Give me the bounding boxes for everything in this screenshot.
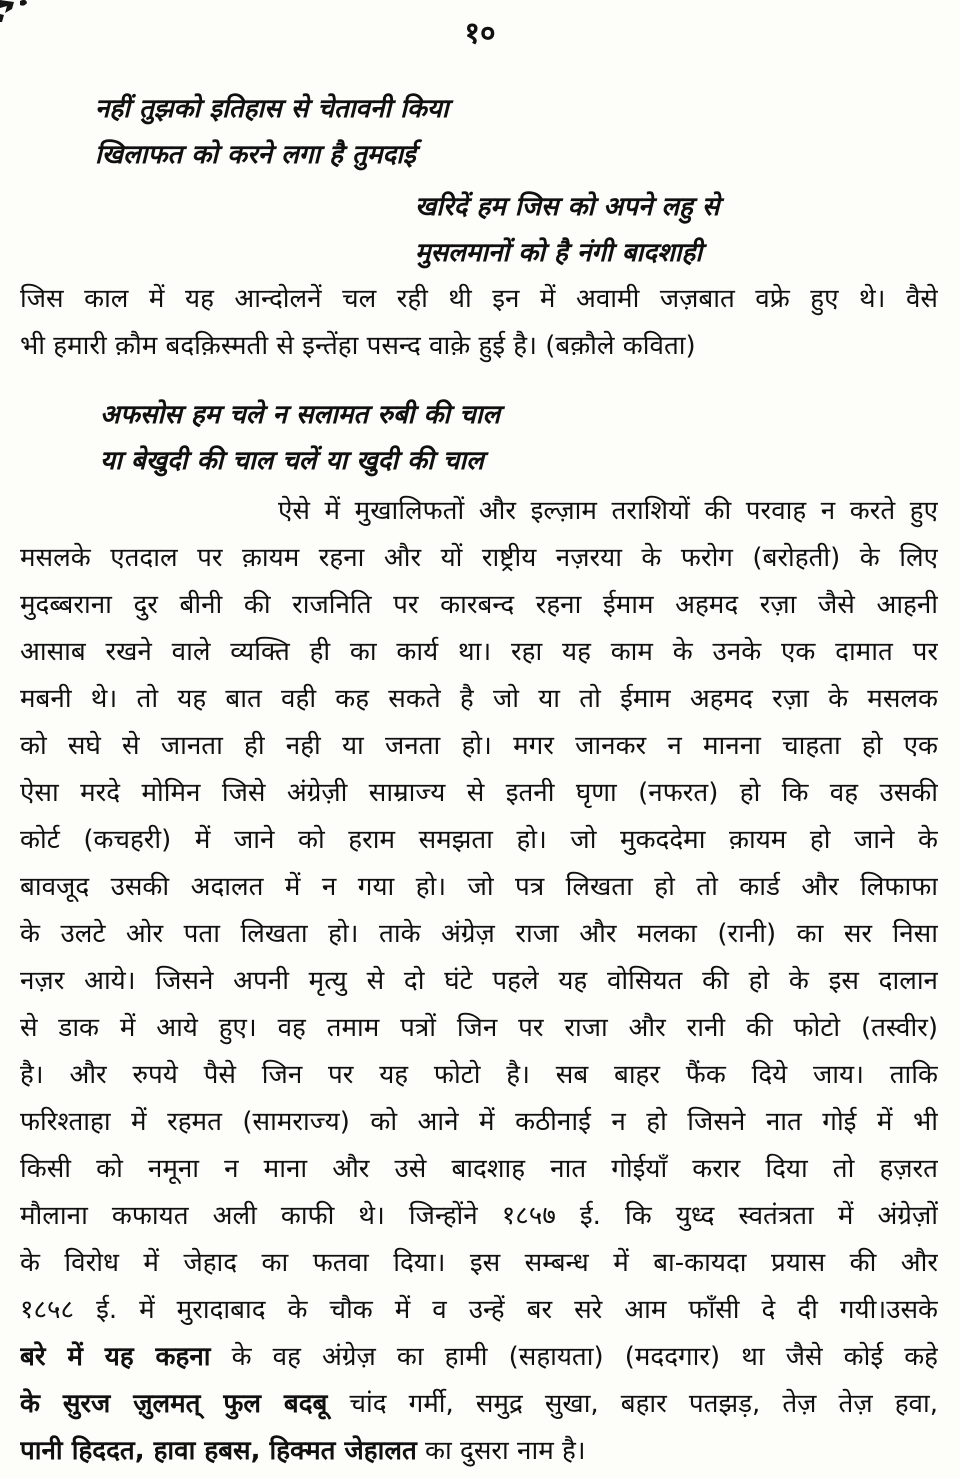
- couplet-middle: [100, 392, 960, 484]
- verse-line: मुसलमानों को है नंगी बादशाही: [415, 238, 703, 268]
- smudged-bold-text: पानी हिददत, हावा हबस, हिक्मत जेहालत: [20, 1436, 417, 1466]
- text-span: चांद गर्मी, समुद्र सुखा, बहार पतझड़, तेज़ तेज़ हवा,: [327, 1389, 938, 1419]
- text-line: को सघे से जानता ही नही या जनता हो। मगर जानकर न मानना चाहता हो एक: [20, 731, 938, 761]
- text-line: मुदब्बराना दुर बीनी की राजनिति पर कारबन्द रहना ईमाम अहमद रज़ा जैसे आहनी: [20, 590, 938, 620]
- text-line: है। और रुपये पैसे जिन पर यह फोटो है। सब बाहर फैंक दिये जाय। ताकि: [20, 1060, 938, 1090]
- verse-line: नहीं तुझको इतिहास से चेतावनी किया: [95, 94, 449, 124]
- text-line-emphasized: [20, 1381, 938, 1428]
- ink-blot-artifact: [0, 0, 70, 36]
- text-line-emphasized: [20, 1334, 938, 1381]
- text-line: के विरोध में जेहाद का फतवा दिया। इस सम्बन्ध में बा-कायदा प्रयास की और: [20, 1248, 938, 1278]
- text-line: १८५८ ई. में मुरादाबाद के चौक में व उन्हें बर सरे आम फाँसी दे दी गयी।उसके: [20, 1295, 938, 1325]
- text-line: मसलके एतदाल पर क़ायम रहना और यों राष्ट्रीय नज़रया के फरोग (बरोहती) के लिए: [20, 543, 938, 573]
- text-line: ऐसा मरदे मोमिन जिसे अंग्रेज़ी साम्राज्य से इतनी घृणा (नफरत) हो कि वह उसकी: [20, 778, 938, 808]
- text-line: नज़र आये। जिसने अपनी मृत्यु से दो घंटे पहले यह वोसियत की हो के इस दालान: [20, 966, 938, 996]
- verse-line: खिलाफत को करने लगा है तुमदाई: [95, 140, 416, 170]
- text-span: का दुसरा नाम है।: [416, 1436, 586, 1466]
- text-line: मौलाना कफायत अली काफी थे। जिन्होंने १८५७ ई. कि युध्द स्वतंत्रता में अंग्रेज़ों: [20, 1201, 938, 1231]
- paragraph-2: [20, 488, 938, 1475]
- text-line: से डाक में आये हुए। वह तमाम पत्रों जिन पर राजा और रानी की फोटो (तस्वीर): [20, 1013, 938, 1043]
- smudged-bold-text: के सुरज ज़ुलमत् फुल बदबू: [20, 1389, 328, 1419]
- paragraph-1: [20, 276, 938, 370]
- text-line: बावजूद उसकी अदालत में न गया हो। जो पत्र लिखता हो तो कार्ड और लिफाफा: [20, 872, 938, 902]
- text-line: मबनी थे। तो यह बात वही कह सकते है जो या तो ईमाम अहमद रज़ा के मसलक: [20, 684, 938, 714]
- smudged-bold-text: बरे में यह कहना: [20, 1342, 211, 1372]
- text-line: जिस काल में यह आन्दोलनें चल रही थी इन में अवामी जज़बात वफ्रे हुए थे। वैसे: [20, 284, 938, 314]
- text-line: कोर्ट (कचहरी) में जाने को हराम समझता हो। जो मुकददेमा क़ायम हो जाने के: [20, 825, 938, 855]
- couplet-top: [95, 86, 960, 178]
- verse-line: खरिदें हम जिस को अपने लहु से: [415, 192, 720, 222]
- text-line: आसाब रखने वाले व्यक्ति ही का कार्य था। रहा यह काम के उनके एक दामात पर: [20, 637, 938, 667]
- text-line: भी हमारी क़ौम बदक़िस्मती से इन्तेंहा पसन्द वाक़े हुई है। (बक़ौले कविता): [20, 331, 696, 361]
- text-line-emphasized: [20, 1428, 938, 1475]
- text-line: के उलटे ओर पता लिखता हो। ताके अंग्रेज़ राजा और मलका (रानी) का सर निसा: [20, 919, 938, 949]
- text-line: किसी को नमूना न माना और उसे बादशाह नात गोईयाँ करार दिया तो हज़रत: [20, 1154, 938, 1184]
- text-line: ऐसे में मुखालिफतों और इल्ज़ाम तराशियों की परवाह न करते हुए: [278, 496, 938, 526]
- text-span: के वह अंग्रेज़ का हामी (सहायता) (मददगार) था जैसे कोई कहे: [210, 1342, 938, 1372]
- verse-line: अफसोस हम चले न सलामत रुबी की चाल: [100, 400, 501, 430]
- page-number: १०: [464, 16, 496, 51]
- couplet-right-indented: [415, 184, 960, 276]
- text-line: फरिश्ताहा में रहमत (सामराज्य) को आने में कठीनाई न हो जिसने नात गोई में भी: [20, 1107, 938, 1137]
- verse-line: या बेखुदी की चाल चलें या खुदी की चाल: [100, 446, 484, 476]
